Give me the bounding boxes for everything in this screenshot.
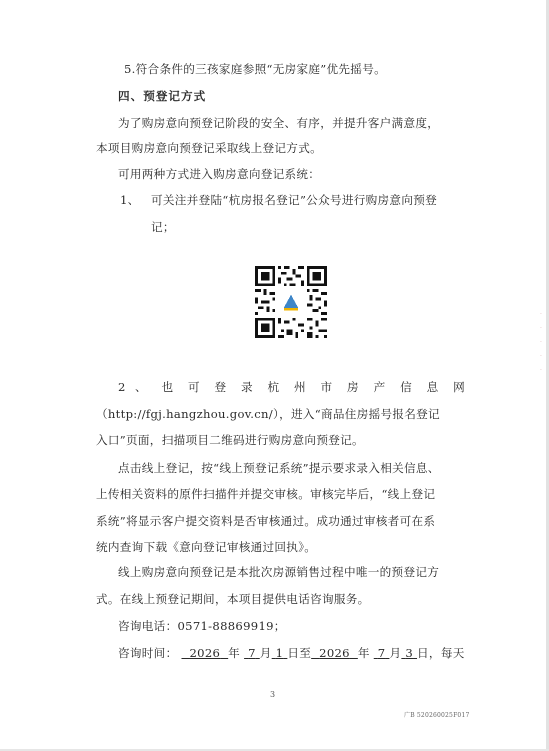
paragraph-line: 系统”将显示客户提交资料是否审核通过。成功通过审核者可在系 xyxy=(96,514,436,528)
consult-time-label: 咨询时间： xyxy=(118,646,178,660)
paragraph-line: 式。在线上预登记期间，本项目提供电话咨询服务。 xyxy=(96,592,370,606)
start-month: 7 xyxy=(248,646,256,660)
paragraph-line: 为了购房意向预登记阶段的安全、有序，并提升客户满意度， xyxy=(118,116,440,130)
section-heading: 四、预登记方式 xyxy=(118,89,207,103)
paragraph-line: 统内查询下载《意向登记审核通过回执》。 xyxy=(96,540,317,554)
end-year: 2026 xyxy=(319,646,350,660)
consult-phone: 咨询电话：0571-88869919； xyxy=(118,619,286,633)
paragraph-line: 本项目购房意向预登记采取线上登记方式。 xyxy=(96,141,322,155)
qr-code-icon[interactable] xyxy=(255,266,327,338)
year-unit: 年 xyxy=(357,646,370,660)
consult-time xyxy=(118,645,465,661)
page-number: 3 xyxy=(270,690,276,699)
start-year: 2026 xyxy=(189,646,221,660)
side-stamp-mark: · · · · · xyxy=(540,311,542,374)
list-item-text: 记； xyxy=(151,220,175,234)
footer-code: 广B 520260025F017 xyxy=(404,712,470,719)
start-day: 1 xyxy=(275,646,284,660)
paragraph-line: 可用两种方式进入购房意向登记系统： xyxy=(118,167,321,181)
month-unit: 月 xyxy=(259,646,272,660)
paragraph-line: 上传相关资料的原件扫描件并提交审核。审核完毕后，“线上登记 xyxy=(96,487,436,501)
paragraph-line: 点击线上登记，按“线上预登记系统”提示要求录入相关信息、 xyxy=(118,461,440,475)
end-month: 7 xyxy=(377,646,386,660)
paragraph-line: 线上购房意向预登记是本批次房源销售过程中唯一的预登记方 xyxy=(118,565,440,579)
list-number: 1、 xyxy=(120,193,140,207)
paragraph-line: （http://fgj.hangzhou.gov.cn/），进入“商品住房摇号报名登记 xyxy=(96,407,440,421)
rule-item-5: 5.符合条件的三孩家庭参照“无房家庭”优先摇号。 xyxy=(124,62,386,76)
list-item-text: 可关注并登陆“杭房报名登记”公众号进行购房意向预登 xyxy=(151,193,438,207)
paragraph-line: 入口”页面，扫描项目二维码进行购房意向预登记。 xyxy=(96,433,364,447)
year-unit: 年 xyxy=(228,646,241,660)
day-unit-tail: 日，每天 xyxy=(417,646,465,660)
day-unit: 日至 xyxy=(287,646,312,660)
list-item-2: 2 、 也 可 登 录 杭 州 市 房 产 信 息 网 xyxy=(118,380,465,394)
end-day: 3 xyxy=(405,646,414,660)
month-unit: 月 xyxy=(389,646,402,660)
